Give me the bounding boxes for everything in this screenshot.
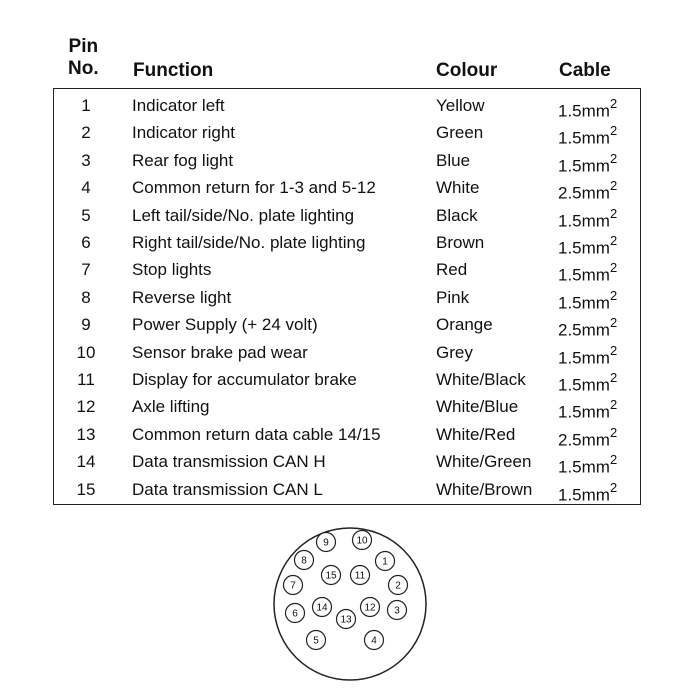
cable-exponent: 2 xyxy=(609,96,618,111)
cable-exponent: 2 xyxy=(609,178,618,194)
pin-cable xyxy=(558,476,617,509)
table-row xyxy=(54,229,640,256)
cable-exponent: 2 xyxy=(609,370,618,385)
svg-text:1: 1 xyxy=(382,556,388,568)
pin-number: 11 xyxy=(77,370,95,389)
connector-pin xyxy=(388,601,407,620)
cable-exponent: 2 xyxy=(609,205,618,221)
table-row xyxy=(54,339,640,366)
pin-function: Right tail/side/No. plate lighting xyxy=(132,233,366,252)
cable-size: 1.5mm xyxy=(558,293,610,313)
connector-pin xyxy=(286,604,305,623)
pin-number: 7 xyxy=(81,260,91,280)
pin-number: 5 xyxy=(81,205,91,225)
pin-colour: Yellow xyxy=(436,96,485,115)
pin-number: 10 xyxy=(76,342,96,362)
pin-colour: Blue xyxy=(436,150,471,170)
pin-colour: White/Red xyxy=(436,424,516,444)
table-row xyxy=(54,421,640,448)
table-row xyxy=(54,366,640,393)
cable-size: 1.5mm xyxy=(558,485,610,505)
connector-pin xyxy=(361,598,380,617)
pin-function: Power Supply (+ 24 volt) xyxy=(132,315,318,335)
pin-colour: White/Black xyxy=(436,370,526,389)
svg-text:14: 14 xyxy=(316,602,328,614)
connector-pin xyxy=(351,566,370,585)
pin-number: 6 xyxy=(81,233,91,252)
connector-pin xyxy=(295,551,314,570)
pin-function: Reverse light xyxy=(132,287,232,307)
pin-function: Indicator left xyxy=(132,96,225,115)
svg-text:15: 15 xyxy=(325,570,337,582)
svg-text:5: 5 xyxy=(313,635,319,647)
cable-exponent: 2 xyxy=(609,342,618,358)
cable-exponent: 2 xyxy=(609,397,618,413)
connector-diagram xyxy=(270,524,430,684)
cable-exponent: 2 xyxy=(609,315,618,331)
connector-pin xyxy=(365,631,384,650)
connector-pin xyxy=(284,576,303,595)
pin-colour: Red xyxy=(436,260,468,280)
table-row xyxy=(54,311,640,338)
pin-colour: Green xyxy=(436,123,484,143)
table-row xyxy=(54,147,640,174)
pin-colour: Black xyxy=(436,205,478,225)
cable-size: 1.5mm xyxy=(558,457,610,477)
pin-function: Display for accumulator brake xyxy=(132,370,357,389)
cable-size: 1.5mm xyxy=(558,266,610,286)
pin-function: Sensor brake pad wear xyxy=(132,342,308,362)
pin-colour: White/Blue xyxy=(436,397,519,417)
svg-text:9: 9 xyxy=(323,537,329,549)
cable-exponent: 2 xyxy=(609,479,618,495)
table-row xyxy=(54,476,640,503)
connector-pin xyxy=(322,566,341,585)
pin-function: Common return data cable 14/15 xyxy=(132,424,381,444)
pin-colour: White/Green xyxy=(436,452,532,472)
header-pin-line2: No. xyxy=(68,58,99,79)
svg-text:2: 2 xyxy=(395,580,401,592)
pin-function: Data transmission CAN H xyxy=(132,452,326,472)
pin-number: 2 xyxy=(81,123,91,143)
pin-colour: Brown xyxy=(436,233,485,252)
connector-pin xyxy=(313,598,332,617)
pin-function: Indicator right xyxy=(132,123,235,143)
table-row xyxy=(54,256,640,286)
svg-text:4: 4 xyxy=(371,635,377,647)
table-row xyxy=(54,284,640,311)
cable-size: 1.5mm xyxy=(558,129,610,149)
svg-text:13: 13 xyxy=(340,614,352,626)
table-row xyxy=(54,92,640,119)
table-row xyxy=(54,202,640,229)
cable-size: 2.5mm xyxy=(558,430,610,450)
cable-exponent: 2 xyxy=(609,287,618,303)
cable-exponent: 2 xyxy=(609,424,618,440)
cable-size: 2.5mm xyxy=(558,320,610,340)
table-row xyxy=(54,174,640,201)
table-row xyxy=(54,393,640,423)
pin-number: 8 xyxy=(81,287,91,307)
pin-colour: Orange xyxy=(436,315,493,335)
header-pin-line1: Pin xyxy=(68,36,99,57)
svg-text:8: 8 xyxy=(301,555,307,567)
table-row xyxy=(54,448,640,475)
pin-number: 12 xyxy=(76,397,96,417)
connector-pin xyxy=(317,533,336,552)
connector-pin xyxy=(307,631,326,650)
pin-table xyxy=(53,88,641,505)
pin-number: 4 xyxy=(81,178,91,198)
pin-function: Common return for 1-3 and 5-12 xyxy=(132,178,376,198)
pin-function: Axle lifting xyxy=(132,397,210,417)
pin-colour: Grey xyxy=(436,342,473,362)
cable-size: 1.5mm xyxy=(558,211,610,231)
svg-text:3: 3 xyxy=(394,605,400,617)
header-cable: Cable xyxy=(559,60,611,81)
pin-number: 9 xyxy=(81,315,91,335)
pin-function: Left tail/side/No. plate lighting xyxy=(132,205,355,225)
svg-text:12: 12 xyxy=(364,602,376,614)
cable-size: 1.5mm xyxy=(558,375,610,395)
connector-pin xyxy=(353,531,372,550)
pin-colour: White xyxy=(436,178,480,198)
cable-exponent: 2 xyxy=(609,150,618,166)
header-colour: Colour xyxy=(436,60,498,81)
connector-pin xyxy=(337,610,356,629)
pin-number: 1 xyxy=(81,96,91,115)
pin-number: 15 xyxy=(76,479,96,499)
cable-size: 2.5mm xyxy=(558,183,610,203)
pin-function: Data transmission CAN L xyxy=(132,479,323,499)
table-row xyxy=(54,119,640,149)
pin-function: Rear fog light xyxy=(132,150,234,170)
connector-pin xyxy=(389,576,408,595)
svg-text:6: 6 xyxy=(292,608,298,620)
cable-size: 1.5mm xyxy=(558,348,610,368)
pin-colour: White/Brown xyxy=(436,479,533,499)
svg-text:10: 10 xyxy=(356,535,368,547)
pin-number: 13 xyxy=(76,424,96,444)
cable-exponent: 2 xyxy=(609,233,618,248)
svg-text:11: 11 xyxy=(354,570,366,582)
pin-number: 14 xyxy=(76,452,96,472)
header-function: Function xyxy=(133,60,214,81)
cable-size: 1.5mm xyxy=(558,238,610,258)
pin-number: 3 xyxy=(81,150,91,170)
svg-text:7: 7 xyxy=(290,580,296,592)
pin-colour: Pink xyxy=(436,287,470,307)
cable-size: 1.5mm xyxy=(558,101,610,121)
cable-exponent: 2 xyxy=(609,123,618,139)
pin-function: Stop lights xyxy=(132,260,212,280)
cable-exponent: 2 xyxy=(609,452,618,468)
header-pin-no xyxy=(68,36,99,80)
cable-size: 1.5mm xyxy=(558,403,610,423)
cable-size: 1.5mm xyxy=(558,156,610,176)
connector-pin xyxy=(376,552,395,571)
cable-exponent: 2 xyxy=(609,260,618,276)
